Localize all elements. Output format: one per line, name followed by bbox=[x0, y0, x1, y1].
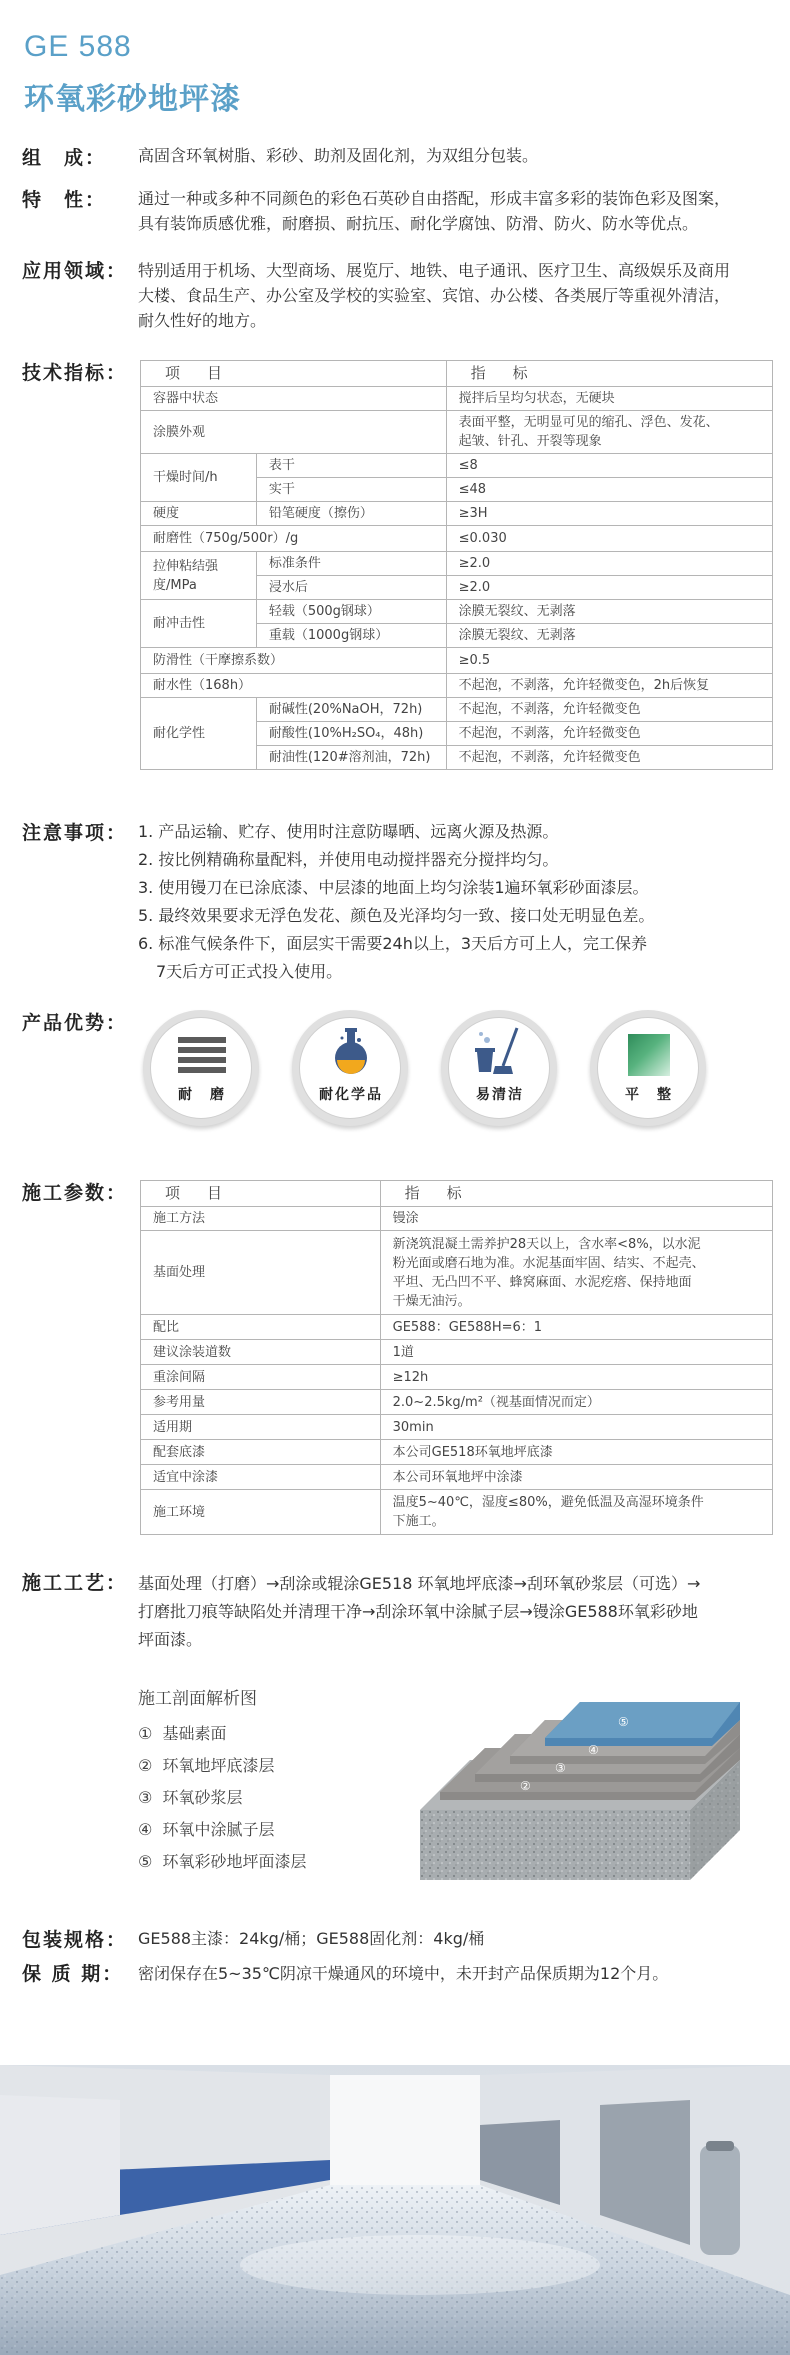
layer-item bbox=[138, 1750, 307, 1782]
application-text bbox=[138, 258, 730, 333]
process-line: 坪面漆。 bbox=[138, 1630, 203, 1649]
advantage-label: 易清洁 bbox=[476, 1087, 524, 1103]
tech-item: 容器中状态 bbox=[141, 387, 447, 411]
tech-spec-table bbox=[140, 360, 773, 770]
features-line: 具有装饰质感优雅，耐磨损、耐抗压、耐化学腐蚀、防滑、防火、防水等优点。 bbox=[138, 214, 699, 233]
value-line: 粉光面或磨石地为准。水泥基面牢固、结实、不起壳、 bbox=[392, 1255, 705, 1271]
note-item: 7天后方可正式投入使用。 bbox=[156, 962, 343, 981]
advantage-badge bbox=[143, 1010, 259, 1126]
value-line: 平坦、无凸凹不平、蜂窝麻面、水泥疙瘩、保持地面 bbox=[392, 1274, 692, 1290]
notes-label: 注意事项： bbox=[22, 822, 128, 844]
tech-item: 干燥时间/h bbox=[141, 454, 257, 502]
advantage-badge-inner bbox=[597, 1017, 699, 1119]
note-item: 6. 标准气候条件下，面层实干需要24h以上，3天后方可上人，完工保养 bbox=[138, 934, 648, 953]
corridor-photo bbox=[0, 2065, 790, 2355]
layer-num: ⑤ bbox=[138, 1852, 153, 1871]
packaging-label: 包装规格： bbox=[22, 1929, 128, 1951]
layer-marker: ④ bbox=[588, 1743, 599, 1757]
composition-label: 组 成： bbox=[22, 147, 107, 169]
params-item: 重涂间隔 bbox=[141, 1365, 381, 1390]
tech-sub-item: 轻载（500g钢球） bbox=[256, 600, 446, 624]
tech-value: 不起泡，不剥落，允许轻微变色，2h后恢复 bbox=[446, 674, 772, 698]
tech-value: ≤48 bbox=[446, 478, 772, 502]
tech-head-value: 指 标 bbox=[446, 361, 772, 387]
tech-item: 耐冲击性 bbox=[141, 600, 257, 648]
advantage-label: 平 整 bbox=[625, 1087, 673, 1103]
value-line: 新浇筑混凝土需养护28天以上，含水率<8%，以水泥 bbox=[392, 1236, 701, 1252]
layer-text: 环氧中涂腻子层 bbox=[162, 1820, 275, 1839]
layer-legend bbox=[138, 1718, 307, 1878]
params-value: GE588：GE588H=6：1 bbox=[380, 1315, 772, 1340]
tech-value: 不起泡，不剥落，允许轻微变色 bbox=[446, 722, 772, 746]
tech-sub-item: 耐碱性(20%NaOH，72h) bbox=[256, 698, 446, 722]
application-line: 特别适用于机场、大型商场、展览厅、地铁、电子通讯、医疗卫生、高级娱乐及商用 bbox=[138, 261, 731, 280]
advantage-badge bbox=[590, 1010, 706, 1126]
advantage-badge-inner bbox=[299, 1017, 401, 1119]
process-line: 打磨批刀痕等缺陷处并清理干净→刮涂环氧中涂腻子层→镘涂GE588环氧彩砂地 bbox=[138, 1602, 698, 1621]
params-item: 基面处理 bbox=[141, 1231, 381, 1315]
advantage-badge-inner bbox=[448, 1017, 550, 1119]
tech-item: 防滑性（干摩擦系数） bbox=[141, 648, 447, 674]
tech-sub-item: 浸水后 bbox=[256, 576, 446, 600]
layer-num: ④ bbox=[138, 1820, 153, 1839]
tech-item bbox=[141, 552, 257, 600]
tech-value: 不起泡，不剥落，允许轻微变色 bbox=[446, 746, 772, 770]
value-line: 下施工。 bbox=[392, 1514, 445, 1529]
shelf-life-label: 保 质 期： bbox=[22, 1963, 124, 1985]
tech-sub-item: 标准条件 bbox=[256, 552, 446, 576]
tech-value: ≤0.030 bbox=[446, 526, 772, 552]
layer-marker: ⑤ bbox=[618, 1715, 629, 1729]
params-value: ≥12h bbox=[380, 1365, 772, 1390]
wear-resistant-icon bbox=[178, 1035, 226, 1075]
note-item: 5. 最终效果要求无浮色发花、颜色及光泽均匀一致、接口处无明显色差。 bbox=[138, 906, 655, 925]
note-item: 3. 使用镘刀在已涂底漆、中层漆的地面上均匀涂装1遍环氧彩砂面漆层。 bbox=[138, 878, 649, 897]
layer-item bbox=[138, 1846, 307, 1878]
composition-text: 高固含环氧树脂、彩砂、助剂及固化剂，为双组分包装。 bbox=[138, 146, 539, 165]
layer-item bbox=[138, 1814, 307, 1846]
tech-value: ≥3H bbox=[446, 502, 772, 526]
item-line: 度/MPa bbox=[153, 577, 197, 593]
product-code: GE 588 bbox=[24, 30, 132, 63]
params-value: 镘涂 bbox=[380, 1207, 772, 1231]
item-line: 拉伸粘结强 bbox=[153, 558, 219, 574]
params-head-value: 指 标 bbox=[380, 1181, 772, 1207]
advantage-label: 耐 磨 bbox=[178, 1087, 226, 1103]
params-item: 配比 bbox=[141, 1315, 381, 1340]
layer-num: ② bbox=[138, 1756, 153, 1775]
tech-value: ≥0.5 bbox=[446, 648, 772, 674]
layer-text: 环氧砂浆层 bbox=[162, 1788, 243, 1807]
mop-bucket-icon bbox=[473, 1026, 527, 1078]
features-text bbox=[138, 186, 730, 236]
params-value: 本公司GE518环氧地坪底漆 bbox=[380, 1440, 772, 1465]
application-line: 大楼、食品生产、办公室及学校的实验室、宾馆、办公楼、各类展厅等重视外清洁， bbox=[138, 286, 731, 305]
flat-surface-icon bbox=[628, 1034, 670, 1076]
tech-sub-item: 耐酸性(10%H₂SO₄，48h) bbox=[256, 722, 446, 746]
corridor-illustration bbox=[0, 2065, 790, 2355]
notes-list bbox=[138, 818, 654, 986]
layer-text: 环氧彩砂地坪面漆层 bbox=[162, 1852, 307, 1871]
tech-value: ≥2.0 bbox=[446, 576, 772, 600]
application-line: 耐久性好的地方。 bbox=[138, 311, 267, 330]
layer-num: ① bbox=[138, 1724, 153, 1743]
tech-value: 涂膜无裂纹、无剥落 bbox=[446, 624, 772, 648]
shelf-life-text: 密闭保存在5~35℃阴凉干燥通风的环境中，未开封产品保质期为12个月。 bbox=[138, 1964, 669, 1983]
features-line: 通过一种或多种不同颜色的彩色石英砂自由搭配，形成丰富多彩的装饰色彩及图案， bbox=[138, 189, 731, 208]
params-item: 参考用量 bbox=[141, 1390, 381, 1415]
construction-params-table bbox=[140, 1180, 773, 1535]
params-value: 2.0~2.5kg/m²（视基面情况而定） bbox=[380, 1390, 772, 1415]
tech-label: 技术指标： bbox=[22, 362, 128, 384]
value-line: 干燥无油污。 bbox=[392, 1293, 471, 1309]
construction-params-label: 施工参数： bbox=[22, 1182, 128, 1204]
application-label: 应用领域： bbox=[22, 260, 128, 282]
value-line: 温度5~40℃，湿度≤80%，避免低温及高湿环境条件 bbox=[392, 1495, 704, 1510]
params-value: 1道 bbox=[380, 1340, 772, 1365]
params-head-item: 项 目 bbox=[141, 1181, 381, 1207]
layer-num: ③ bbox=[138, 1788, 153, 1807]
layer-marker: ③ bbox=[555, 1761, 566, 1775]
value-line: 起皱、针孔、开裂等现象 bbox=[458, 434, 602, 449]
process-text bbox=[138, 1570, 700, 1654]
tech-sub-item: 表干 bbox=[256, 454, 446, 478]
features-label: 特 性： bbox=[22, 189, 107, 211]
tech-item: 耐磨性（750g/500r）/g bbox=[141, 526, 447, 552]
tech-head-item: 项 目 bbox=[141, 361, 447, 387]
section-diagram-title: 施工剖面解析图 bbox=[138, 1689, 257, 1709]
product-name: 环氧彩砂地坪漆 bbox=[24, 82, 241, 117]
params-value bbox=[380, 1231, 772, 1315]
layer-item bbox=[138, 1782, 307, 1814]
advantage-badge-inner bbox=[150, 1017, 252, 1119]
advantages-label: 产品优势： bbox=[22, 1012, 128, 1034]
params-item: 适宜中涂漆 bbox=[141, 1465, 381, 1490]
process-line: 基面处理（打磨）→刮涂或辊涂GE518 环氧地坪底漆→刮环氧砂浆层（可选）→ bbox=[138, 1574, 701, 1593]
tech-sub-item: 耐油性(120#溶剂油，72h) bbox=[256, 746, 446, 770]
params-item: 配套底漆 bbox=[141, 1440, 381, 1465]
note-item: 1. 产品运输、贮存、使用时注意防曝晒、远离火源及热源。 bbox=[138, 822, 559, 841]
params-value: 30min bbox=[380, 1415, 772, 1440]
floor-section-diagram bbox=[420, 1690, 750, 1880]
flask-icon bbox=[331, 1026, 371, 1076]
tech-sub-item: 实干 bbox=[256, 478, 446, 502]
tech-value bbox=[446, 411, 772, 454]
tech-item: 硬度 bbox=[141, 502, 257, 526]
tech-sub-item: 重载（1000g钢球） bbox=[256, 624, 446, 648]
params-item: 施工环境 bbox=[141, 1490, 381, 1535]
packaging-text: GE588主漆：24kg/桶；GE588固化剂：4kg/桶 bbox=[138, 1929, 485, 1948]
params-item: 施工方法 bbox=[141, 1207, 381, 1231]
params-value bbox=[380, 1490, 772, 1535]
advantage-badge bbox=[441, 1010, 557, 1126]
advantage-badge bbox=[292, 1010, 408, 1126]
tech-value: ≥2.0 bbox=[446, 552, 772, 576]
params-item: 建议涂装道数 bbox=[141, 1340, 381, 1365]
tech-item: 涂膜外观 bbox=[141, 411, 447, 454]
tech-value: ≤8 bbox=[446, 454, 772, 478]
value-line: 表面平整，无明显可见的缩孔、浮色、发花、 bbox=[458, 415, 719, 430]
process-label: 施工工艺： bbox=[22, 1572, 128, 1594]
tech-item: 耐水性（168h） bbox=[141, 674, 447, 698]
tech-value: 不起泡，不剥落，允许轻微变色 bbox=[446, 698, 772, 722]
tech-value: 涂膜无裂纹、无剥落 bbox=[446, 600, 772, 624]
advantage-label: 耐化学品 bbox=[319, 1087, 383, 1103]
tech-sub-item: 铅笔硬度（擦伤） bbox=[256, 502, 446, 526]
layer-marker: ② bbox=[520, 1779, 531, 1793]
layer-text: 基础素面 bbox=[162, 1724, 227, 1743]
layer-item bbox=[138, 1718, 307, 1750]
note-item: 2. 按比例精确称量配料，并使用电动搅拌器充分搅拌均匀。 bbox=[138, 850, 559, 869]
params-value: 本公司环氧地坪中涂漆 bbox=[380, 1465, 772, 1490]
layer-text: 环氧地坪底漆层 bbox=[162, 1756, 275, 1775]
tech-value: 搅拌后呈均匀状态，无硬块 bbox=[446, 387, 772, 411]
params-item: 适用期 bbox=[141, 1415, 381, 1440]
tech-item: 耐化学性 bbox=[141, 698, 257, 770]
